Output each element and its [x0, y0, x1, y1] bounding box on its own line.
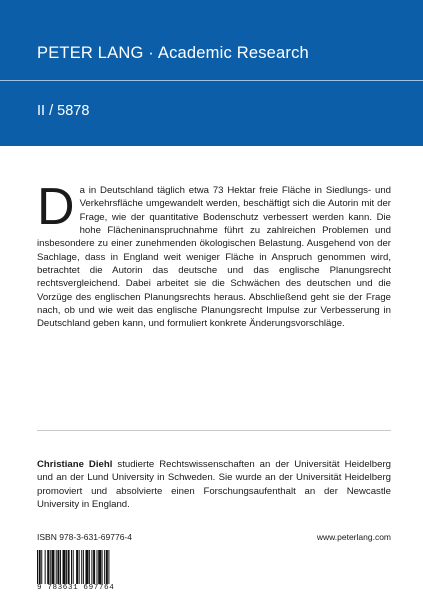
- abstract-text: [37, 178, 391, 331]
- banner-divider: [0, 80, 423, 81]
- series-title: PETER LANG · Academic Research: [37, 44, 309, 62]
- barcode-digits: 9 783631 697764: [37, 584, 139, 592]
- drop-cap: D: [37, 178, 75, 236]
- author-bio-text: studierte Rechtswissenschaften an der Universität Heidelberg und an der Lund University in Schweden. Sie wurde an der Universität Heidelberg promoviert und absolvierte einen Forschungsaufenthalt an der Newcastle University in England.: [37, 459, 391, 511]
- section-divider: [37, 430, 391, 431]
- author-name: Christiane Diehl: [37, 459, 113, 470]
- author-bio: [37, 458, 391, 511]
- isbn: ISBN 978-3-631-69776-4: [37, 532, 132, 542]
- website-url: www.peterlang.com: [316, 532, 391, 542]
- series-banner: [0, 0, 423, 146]
- abstract-body: a in Deutschland täglich etwa 73 Hektar freie Fläche in Siedlungs- und Verkehrsfläche umgewandelt werden, beschäftigt sich die Autorin mit der Frage, wie der quantitative Bodenschutz verbessert werden kann. Die hohe Flächeninanspruchnahme führt zu zahlreichen Problemen und insbesondere zu einer zunehmenden ökologischen Belastung. Ausgehend von der Sachlage, dass in England weit weniger Fläche in Anspruch genommen wird, betrachtet die Autorin das deutsche und das englische Planungsrecht rechtsvergleichend. Dabei arbeitet sie die Schwächen des deutschen und die Vorzüge des englischen Planungsrechts heraus. Abschließend geht sie der Frage nach, ob und wie weit das englische Planungsrecht Impulse zur Verbesserung in Deutschland geben kann, und formuliert konkrete Änderungsvorschläge.: [37, 185, 391, 330]
- series-number: II / 5878: [37, 103, 90, 119]
